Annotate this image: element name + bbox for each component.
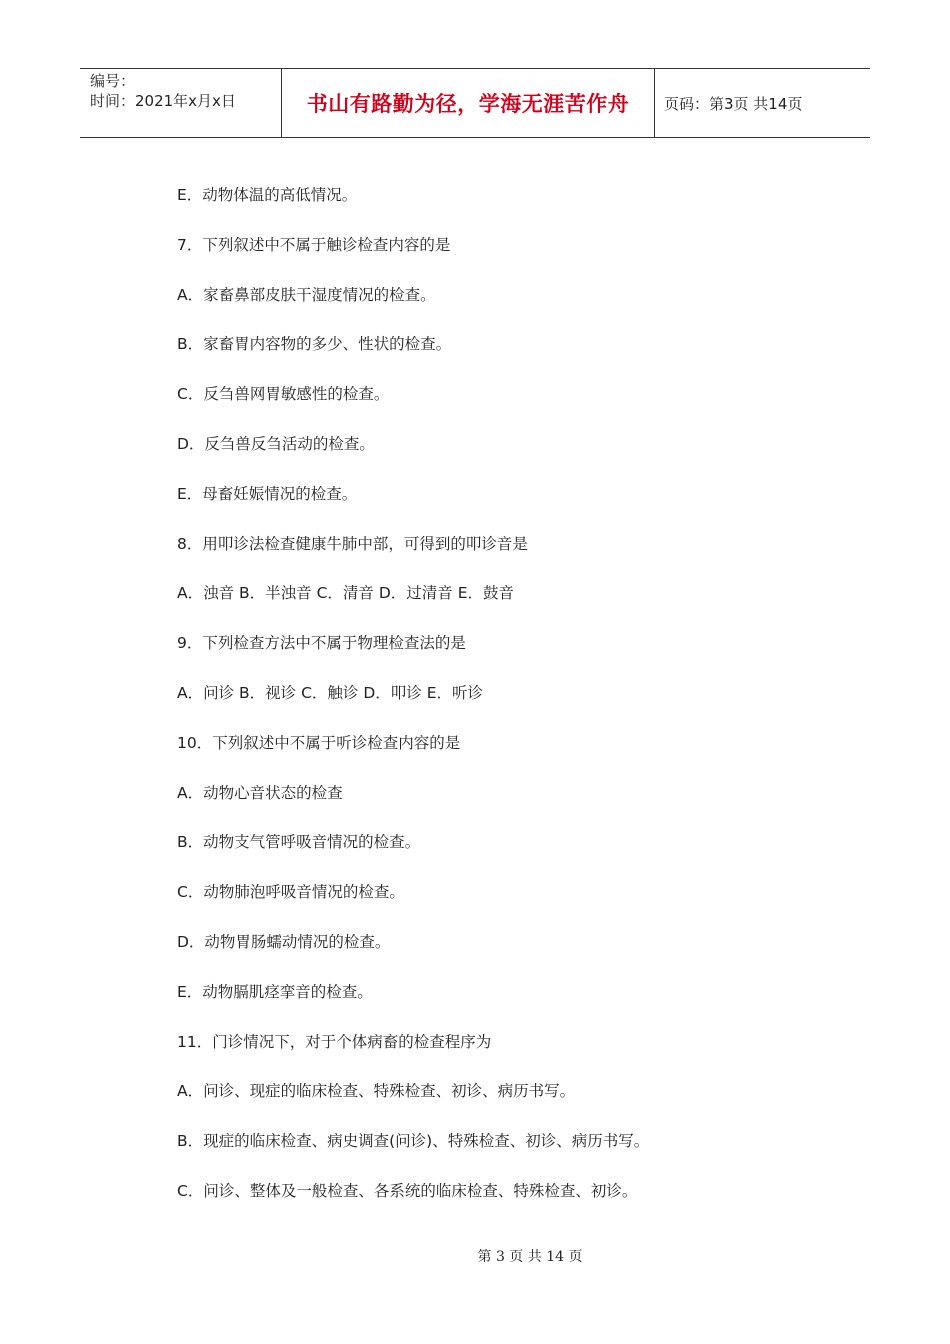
answer-options-inline: A．问诊 B．视诊 C．触诊 D．叩诊 E．听诊 — [177, 683, 483, 702]
answer-option: C．问诊、整体及一般检查、各系统的临床检查、特殊检查、初诊。 — [177, 1181, 638, 1200]
question-stem: 8．用叩诊法检查健康牛肺中部，可得到的叩诊音是 — [177, 534, 528, 553]
answer-option: D．反刍兽反刍活动的检查。 — [177, 434, 375, 453]
header-divider — [654, 69, 655, 137]
answer-option: C．反刍兽网胃敏感性的检查。 — [177, 385, 390, 404]
document-number-label: 编号： — [90, 72, 136, 90]
question-content — [177, 182, 857, 1228]
header-page-info: 页码：第3页 共14页 — [664, 94, 803, 113]
answer-option: A．问诊、现症的临床检查、特殊检查、初诊、病历书写。 — [177, 1082, 576, 1101]
question-stem: 10．下列叙述中不属于听诊检查内容的是 — [177, 733, 461, 752]
answer-option: A．家畜鼻部皮肤干湿度情况的检查。 — [177, 285, 436, 304]
question-stem: 7．下列叙述中不属于触诊检查内容的是 — [177, 235, 451, 254]
footer-page-number: 第 3 页 共 14 页 — [477, 1249, 583, 1265]
header-motto: 书山有路勤为径，学海无涯苦作舟 — [306, 92, 630, 116]
text-line: E．动物体温的高低情况。 — [177, 186, 358, 204]
answer-option: D．动物胃肠蠕动情况的检查。 — [177, 932, 391, 951]
document-time-label: 时间：2021年x月x日 — [90, 92, 236, 110]
answer-option: B．现症的临床检查、病史调查(问诊)、特殊检查、初诊、病历书写。 — [177, 1132, 650, 1151]
answer-option: A．动物心音状态的检查 — [177, 783, 343, 802]
header-meta — [90, 71, 280, 111]
page-header — [80, 68, 870, 138]
answer-option: E．动物膈肌痉挛音的检查。 — [177, 982, 373, 1001]
answer-option: B．动物支气管呼吸音情况的检查。 — [177, 833, 421, 852]
question-stem: 11．门诊情况下，对于个体病畜的检查程序为 — [177, 1032, 492, 1051]
answer-options-inline: A．浊音 B．半浊音 C．清音 D．过清音 E．鼓音 — [177, 584, 514, 603]
answer-option: B．家畜胃内容物的多少、性状的检查。 — [177, 335, 452, 354]
page-footer — [0, 1246, 950, 1266]
question-stem: 9．下列检查方法中不属于物理检查法的是 — [177, 634, 466, 653]
answer-option: C．动物肺泡呼吸音情况的检查。 — [177, 883, 405, 902]
answer-option: E．母畜妊娠情况的检查。 — [177, 484, 358, 503]
